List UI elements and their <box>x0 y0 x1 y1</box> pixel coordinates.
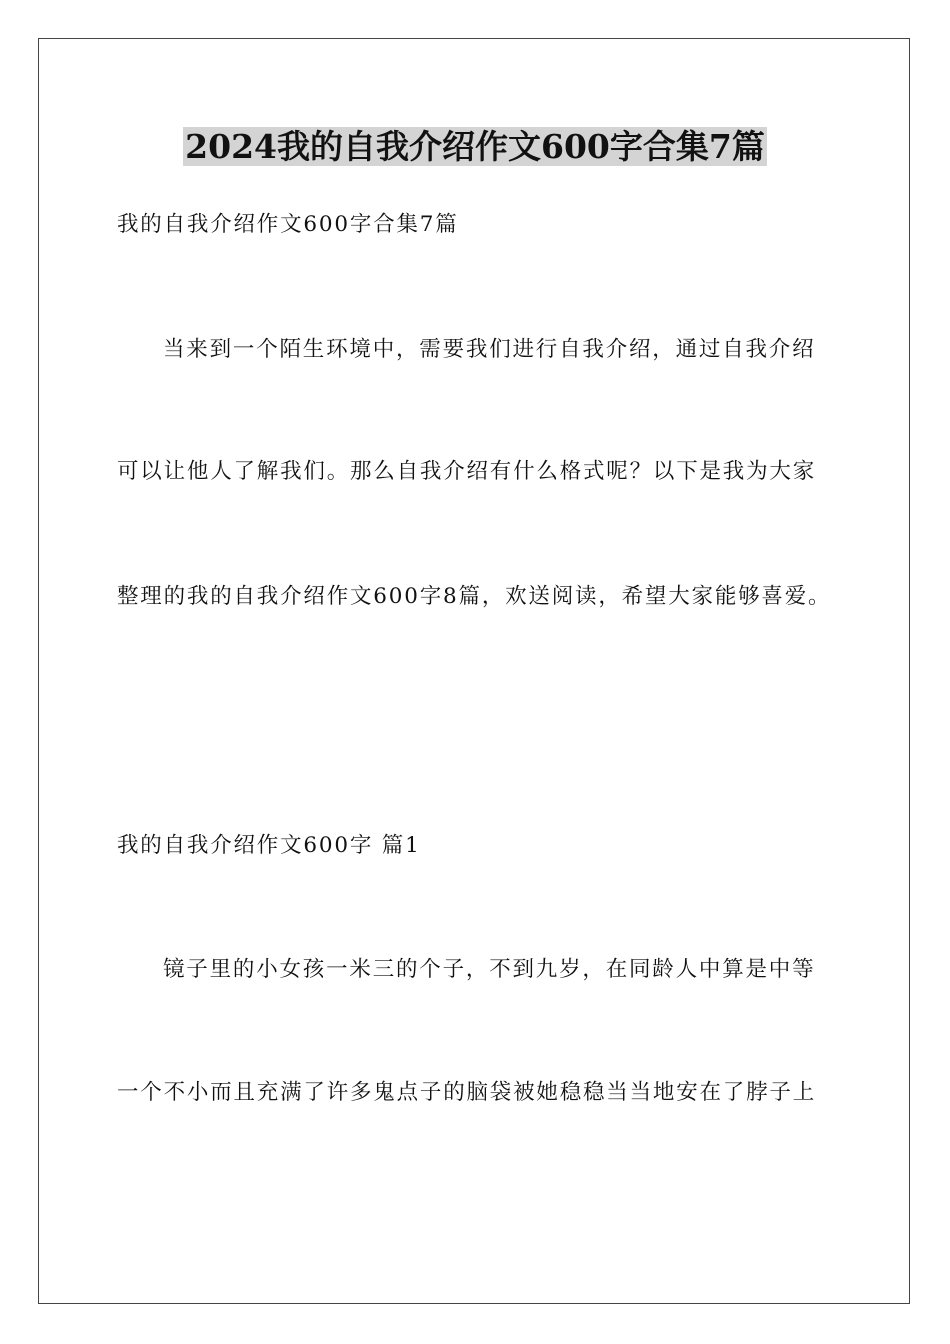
intro-line-2: 可以让他人了解我们。那么自我介绍有什么格式呢？以下是我为大家 <box>117 459 817 484</box>
document-subtitle: 我的自我介绍作文600字合集7篇 <box>117 212 459 237</box>
body-line-2: 一个不小而且充满了许多鬼点子的脑袋被她稳稳当当地安在了脖子上 <box>117 1080 817 1105</box>
section-heading: 我的自我介绍作文600字 篇1 <box>117 833 421 858</box>
body-line-1: 镜子里的小女孩一米三的个子，不到九岁，在同龄人中算是中等 <box>163 957 816 982</box>
document-title <box>0 124 950 170</box>
intro-line-3: 整理的我的自我介绍作文600字8篇，欢送阅读，希望大家能够喜爱。 <box>117 584 832 609</box>
document-title-text: 2024我的自我介绍作文600字合集7篇 <box>185 127 765 166</box>
intro-line-1: 当来到一个陌生环境中，需要我们进行自我介绍，通过自我介绍 <box>163 337 816 362</box>
